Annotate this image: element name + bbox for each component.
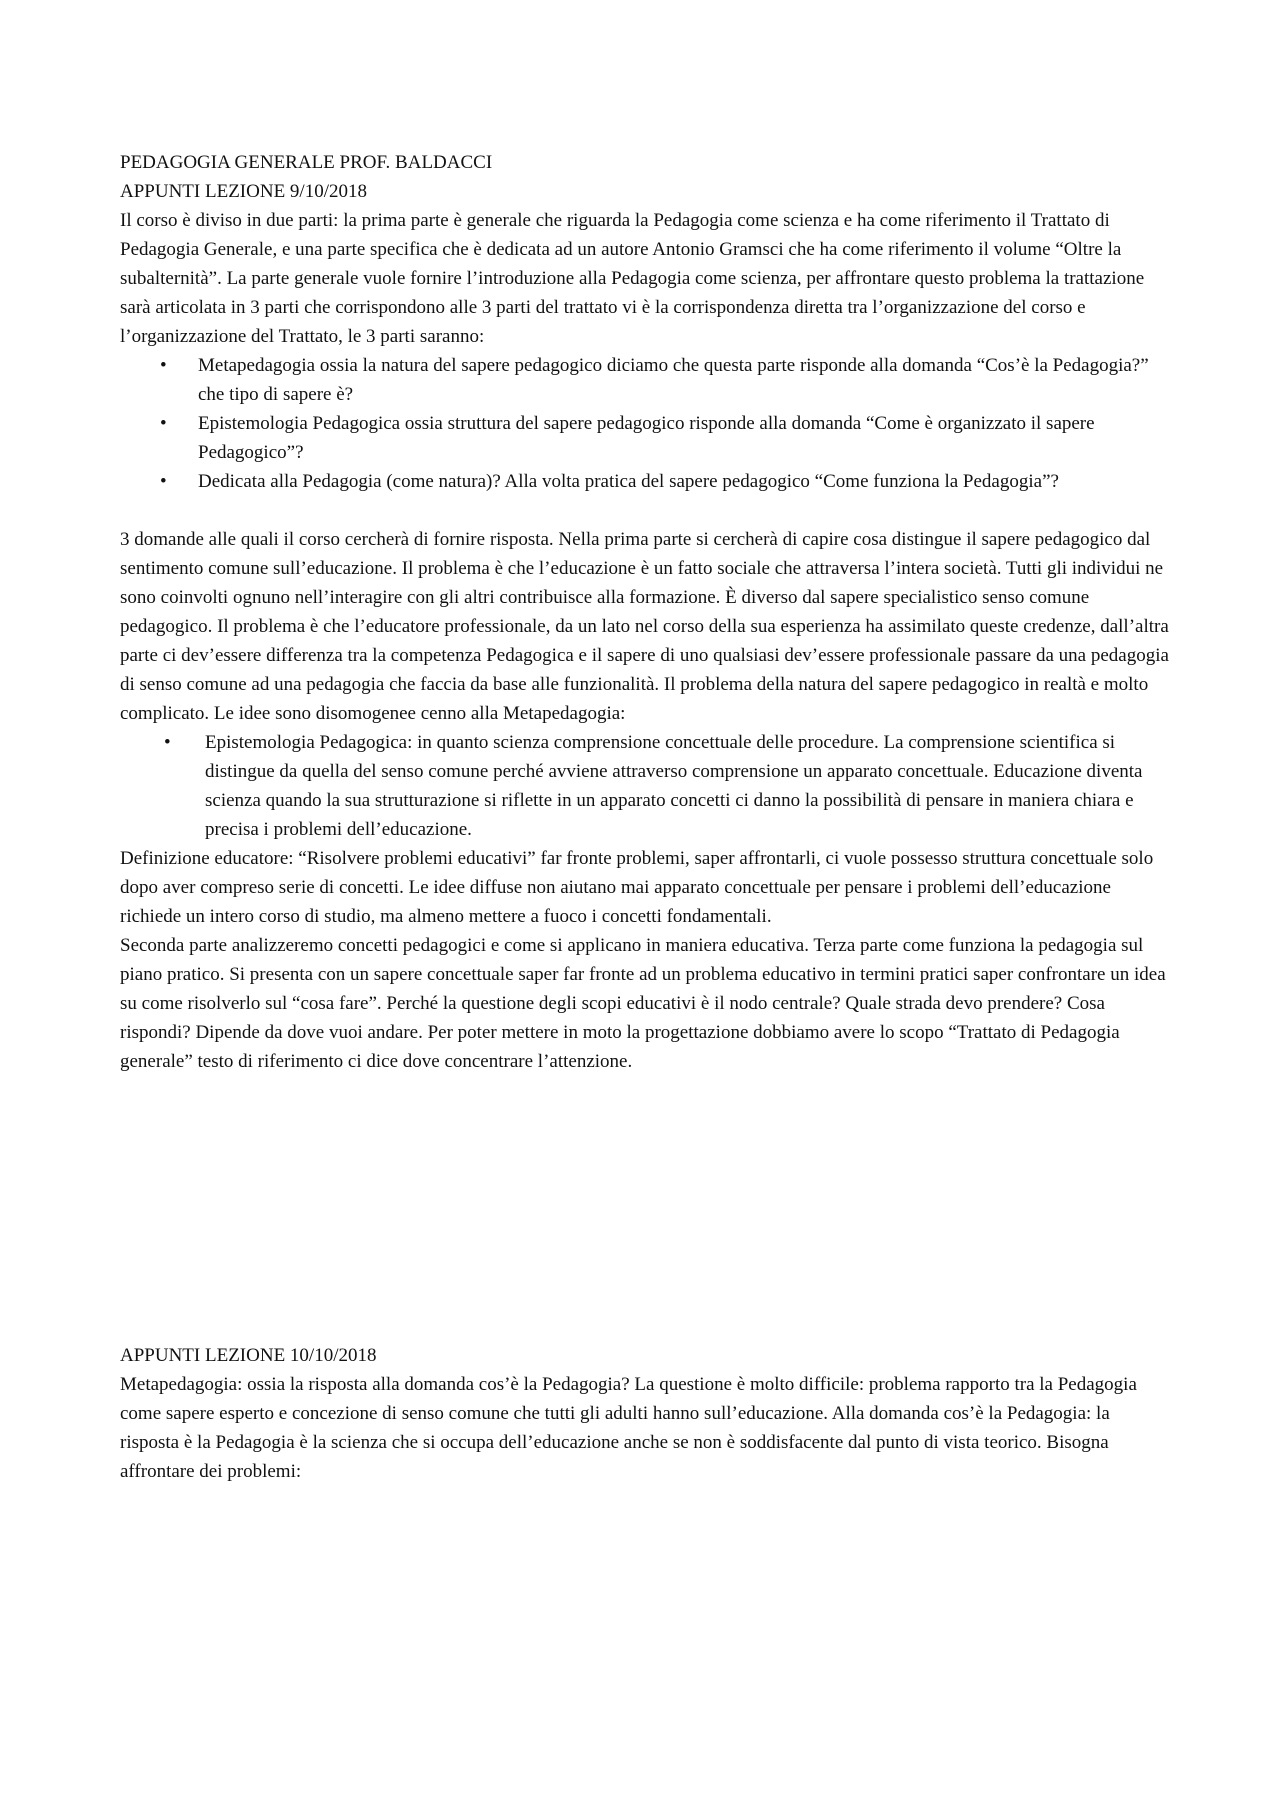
course-parts-list — [120, 351, 1170, 496]
epistemology-list — [120, 728, 1170, 844]
lesson-1-heading: APPUNTI LEZIONE 9/10/2018 — [120, 181, 367, 202]
lesson-1-paragraph-2: 3 domande alle quali il corso cercherà di fornire risposta. Nella prima parte si cercherà di capire cosa distingue il sapere pedagogico dal sentimento comune sull’educazione. Il problema è che l’educazione è un fatto sociale che attraversa l’intera società. Tutti gli individui ne sono coinvolti ognuno nell’interagire con gli altri contribuisce alla formazione. È diverso dal sapere specialistico senso comune pedagogico. Il problema è che l’educatore professionale, da un lato nel corso della sua esperienza ha assimilato queste credenze, dall’altra parte ci dev’essere differenza tra la competenza Pedagogica e il sapere di uno qualsiasi dev’essere professionale passare da una pedagogia di senso comune ad una pedagogia che faccia da base alle funzionalità. Il problema della natura del sapere pedagogico in realtà e molto complicato. Le idee sono disomogenee cenno alla Metapedagogia: — [120, 529, 1169, 724]
lesson-2-text: Metapedagogia: ossia la risposta alla domanda cos’è la Pedagogia? La questione è molto difficile: problema rapporto tra la Pedagogia come sapere esperto e concezione di senso comune che tutti gli adulti hanno sull’educazione. Alla domanda cos’è la Pedagogia: la risposta è la Pedagogia è la scienza che si occupa dell’educazione anche se non è soddisfacente dal punto di vista teorico. Bisogna affrontare dei problemi: — [120, 1374, 1137, 1482]
bullet-icon: • — [160, 413, 167, 434]
paragraph-spacer — [120, 496, 1170, 525]
list-item-text: Epistemologia Pedagogica ossia struttura del sapere pedagogico risponde alla domanda “Come è organizzato il sapere Pedagogico”? — [198, 413, 1095, 463]
bullet-icon: • — [160, 355, 167, 376]
list-item — [120, 409, 1170, 467]
lesson-1-second-part: Seconda parte analizzeremo concetti pedagogici e come si applicano in maniera educativa. Terza parte come funziona la pedagogia sul piano pratico. Si presenta con un sapere concettuale saper far fronte ad un problema educativo in termini pratici saper confrontare un idea su come risolverlo sul “cosa fare”. Perché la questione degli scopi educativi è il nodo centrale? Quale strada devo prendere? Cosa rispondi? Dipende da dove vuoi andare. Per poter mettere in moto la progettazione dobbiamo avere lo scopo “Trattato di Pedagogia generale” testo di riferimento ci dice dove concentrare l’attenzione. — [120, 935, 1166, 1072]
list-item-text: Dedicata alla Pedagogia (come natura)? Alla volta pratica del sapere pedagogico “Come funziona la Pedagogia”? — [198, 471, 1059, 492]
list-item — [120, 351, 1170, 409]
list-item-text: Metapedagogia ossia la natura del sapere pedagogico diciamo che questa parte risponde alla domanda “Cos’è la Pedagogia?” che tipo di sapere è? — [198, 355, 1149, 405]
section-spacer — [120, 1076, 1170, 1341]
bullet-icon: • — [164, 732, 171, 753]
lesson-2-heading: APPUNTI LEZIONE 10/10/2018 — [120, 1345, 377, 1366]
lesson-1-intro: Il corso è diviso in due parti: la prima parte è generale che riguarda la Pedagogia come scienza e ha come riferimento il Trattato di Pedagogia Generale, e una parte specifica che è dedicata ad un autore Antonio Gramsci che ha come riferimento il volume “Oltre la subalternità”. La parte generale vuole fornire l’introduzione alla Pedagogia come scienza, per affrontare questo problema la trattazione sarà articolata in 3 parti che corrispondono alle 3 parti del trattato vi è la corrispondenza diretta tra l’organizzazione del corso e l’organizzazione del Trattato, le 3 parti saranno: — [120, 210, 1145, 347]
educator-definition: Definizione educatore: “Risolvere problemi educativi” far fronte problemi, saper affrontarli, ci vuole possesso struttura concettuale solo dopo aver compreso serie di concetti. Le idee diffuse non aiutano mai apparato concettuale per pensare i problemi dell’educazione richiede un intero corso di studio, ma almeno mettere a fuoco i concetti fondamentali. — [120, 848, 1154, 927]
document-page — [120, 148, 1170, 1486]
list-item — [120, 728, 1170, 844]
document-title: PEDAGOGIA GENERALE PROF. BALDACCI — [120, 152, 493, 173]
bullet-icon: • — [160, 471, 167, 492]
list-item-text: Epistemologia Pedagogica: in quanto scienza comprensione concettuale delle procedure. La comprensione scientifica si distingue da quella del senso comune perché avviene attraverso comprensione un apparato concettuale. Educazione diventa scienza quando la sua strutturazione si riflette in un apparato concetti ci danno la possibilità di pensare in maniera chiara e precisa i problemi dell’educazione. — [205, 732, 1143, 840]
list-item — [120, 467, 1170, 496]
